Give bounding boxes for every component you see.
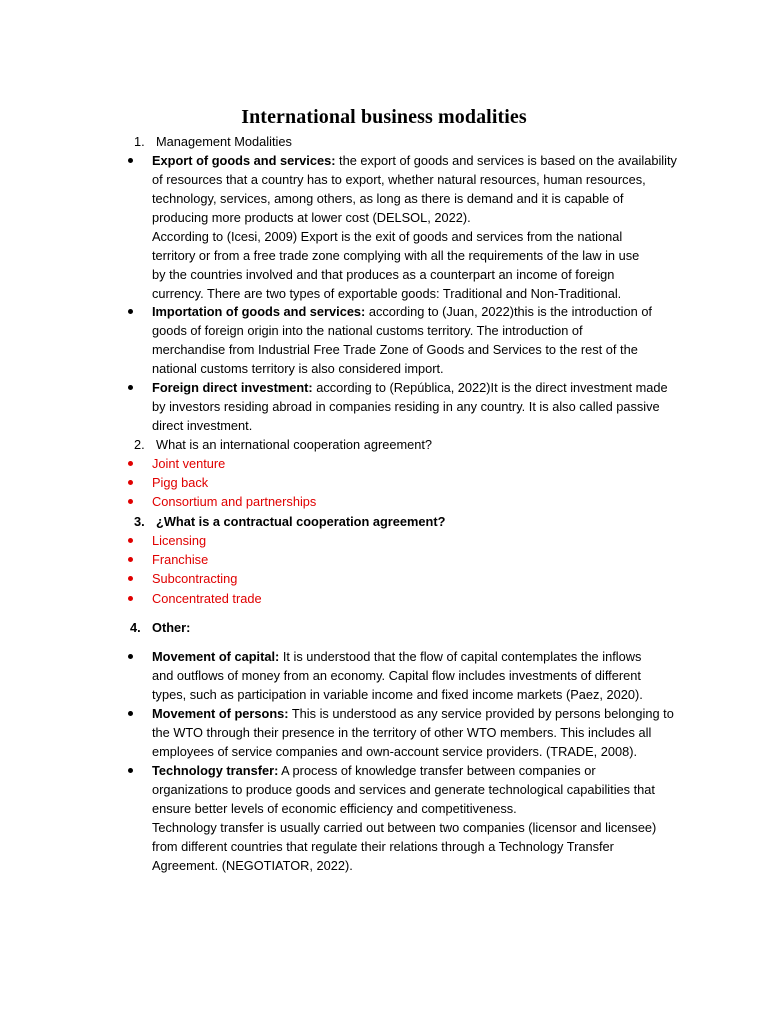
- bullet-icon: [128, 461, 133, 466]
- bullet-icon: [128, 385, 133, 390]
- tech-label: Technology transfer:: [152, 763, 279, 778]
- list-item: Pigg back: [152, 475, 209, 490]
- section-2-number: 2.: [134, 437, 145, 452]
- export-line: by the countries involved and that produces as a counterpart an income of foreign: [152, 267, 615, 282]
- export-label: Export of goods and services:: [152, 153, 336, 168]
- fdi-paragraph-line-1: [152, 378, 668, 397]
- export-line: of resources that a country has to export, whether natural resources, human resources,: [152, 172, 646, 187]
- import-line: national customs territory is also considered import.: [152, 361, 444, 376]
- bullet-icon: [128, 158, 133, 163]
- section-4-heading: Other:: [152, 620, 191, 635]
- export-paragraph-line-1: [152, 151, 677, 170]
- bullet-icon: [128, 596, 133, 601]
- tech-line: organizations to produce goods and services and generate technological capabilities that: [152, 782, 655, 797]
- import-line: merchandise from Industrial Free Trade Zone of Goods and Services to the rest of the: [152, 342, 638, 357]
- persons-line: employees of service companies and own-account service providers. (TRADE, 2008).: [152, 744, 638, 759]
- tech-line: from different countries that regulate their relations through a Technology Transfer: [152, 839, 614, 854]
- bullet-icon: [128, 557, 133, 562]
- section-4-number: 4.: [130, 620, 141, 635]
- bullet-icon: [128, 499, 133, 504]
- bullet-icon: [128, 768, 133, 773]
- persons-label: Movement of persons:: [152, 706, 289, 721]
- list-item: Franchise: [152, 552, 209, 567]
- tech-line: ensure better levels of economic efficiency and competitiveness.: [152, 801, 517, 816]
- capital-line: types, such as participation in variable income and fixed income markets (Paez, 2020).: [152, 687, 643, 702]
- import-label: Importation of goods and services:: [152, 304, 366, 319]
- list-item: Concentrated trade: [152, 591, 262, 606]
- section-2-heading: What is an international cooperation agreement?: [156, 437, 433, 452]
- capital-line: and outflows of money from an economy. Capital flow includes investments of different: [152, 668, 641, 683]
- export-line: producing more products at lower cost (DELSOL, 2022).: [152, 210, 471, 225]
- export-line: technology, services, among others, as long as there is demand and it is capable of: [152, 191, 624, 206]
- fdi-text: according to (República, 2022)It is the direct investment made: [312, 380, 668, 395]
- import-paragraph-line-1: [152, 302, 652, 321]
- section-1-number: 1.: [134, 134, 145, 149]
- section-3-number: 3.: [134, 514, 145, 529]
- capital-label: Movement of capital:: [152, 649, 280, 664]
- import-text: according to (Juan, 2022)this is the introduction of: [365, 304, 652, 319]
- tech-paragraph-line-1: [152, 761, 596, 780]
- section-1-heading: Management Modalities: [156, 134, 292, 149]
- section-3-heading: ¿What is a contractual cooperation agreement?: [156, 514, 446, 529]
- document-title: International business modalities: [241, 106, 527, 128]
- tech-text: A process of knowledge transfer between companies or: [278, 763, 596, 778]
- capital-text: It is understood that the flow of capital contemplates the inflows: [279, 649, 642, 664]
- fdi-line: by investors residing abroad in companies residing in any country. It is also called passive: [152, 399, 660, 414]
- persons-text: This is understood as any service provided by persons belonging to: [288, 706, 674, 721]
- list-item: Subcontracting: [152, 571, 238, 586]
- persons-line: the WTO through their presence in the territory of other WTO members. This includes all: [152, 725, 652, 740]
- export-line: According to (Icesi, 2009) Export is the exit of goods and services from the national: [152, 229, 623, 244]
- import-line: goods of foreign origin into the national customs territory. The introduction of: [152, 323, 583, 338]
- bullet-icon: [128, 654, 133, 659]
- persons-paragraph-line-1: [152, 704, 674, 723]
- fdi-label: Foreign direct investment:: [152, 380, 313, 395]
- bullet-icon: [128, 711, 133, 716]
- fdi-line: direct investment.: [152, 418, 253, 433]
- export-text: the export of goods and services is based on the availability: [335, 153, 677, 168]
- export-line: territory or from a free trade zone complying with all the requirements of the law in use: [152, 248, 640, 263]
- bullet-icon: [128, 309, 133, 314]
- bullet-icon: [128, 480, 133, 485]
- list-item: Licensing: [152, 533, 207, 548]
- capital-paragraph-line-1: [152, 647, 641, 666]
- tech-line: Technology transfer is usually carried out between two companies (licensor and licensee): [152, 820, 657, 835]
- export-line: currency. There are two types of exportable goods: Traditional and Non-Traditional.: [152, 286, 622, 301]
- tech-line: Agreement. (NEGOTIATOR, 2022).: [152, 858, 353, 873]
- bullet-icon: [128, 538, 133, 543]
- list-item: Joint venture: [152, 456, 226, 471]
- bullet-icon: [128, 576, 133, 581]
- list-item: Consortium and partnerships: [152, 494, 317, 509]
